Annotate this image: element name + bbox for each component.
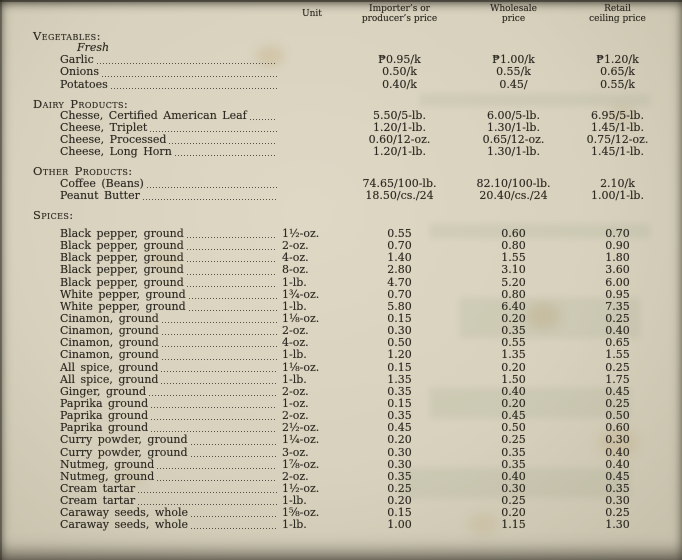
wholesale-price-cell: 0.80 [501, 287, 526, 301]
row-label: All spice, ground [60, 372, 159, 386]
table-row [33, 190, 676, 202]
row-label-cell [33, 459, 282, 471]
wholesale-price-cell: 0.30 [501, 481, 526, 495]
row-label-cell [33, 374, 282, 386]
dotted-leader [138, 504, 277, 505]
dotted-leader [187, 274, 277, 275]
row-label: Cinamon, ground [60, 311, 159, 325]
importer-price-cell: 2.80 [387, 263, 412, 277]
dotted-leader [250, 119, 277, 120]
unit-cell: 1-oz. [282, 396, 309, 410]
wholesale-price-cell: 20.40/cs./24 [479, 188, 548, 202]
wholesale-price-cell: 1.30/1-lb. [487, 145, 540, 159]
importer-price-cell: 1.00 [387, 518, 412, 532]
wholesale-price-cell: 0.25 [501, 494, 526, 508]
retail-price-cell: 0.65/k [600, 65, 635, 79]
importer-price-cell: 1.20 [387, 348, 412, 362]
dotted-leader [102, 76, 277, 77]
wholesale-price-cell: 0.35 [501, 324, 526, 338]
wholesale-price-cell: 0.20 [501, 360, 526, 374]
wholesale-price-cell: 0.40 [501, 469, 526, 483]
retail-price-cell: 0.75/12-oz. [586, 133, 649, 147]
wholesale-price-cell: 6.40 [501, 299, 526, 313]
unit-cell: 2½-oz. [282, 421, 320, 435]
unit-cell: 1⅛-oz. [282, 311, 320, 325]
dotted-leader [150, 131, 277, 132]
wholesale-price-cell: 0.20 [501, 506, 526, 520]
dotted-leader [191, 516, 277, 517]
dotted-leader [111, 88, 277, 89]
unit-cell [282, 134, 342, 146]
row-label-cell [33, 362, 282, 374]
unit-cell [282, 66, 342, 78]
importer-price-cell: 0.50/k [382, 65, 417, 79]
dotted-leader [189, 310, 277, 311]
dotted-leader [97, 63, 277, 64]
importer-price-cell: 0.15 [387, 396, 412, 410]
unit-cell: 1½-oz. [282, 481, 320, 495]
dotted-leader [162, 346, 277, 347]
dotted-leader [151, 419, 277, 420]
row-label-cell [33, 277, 282, 289]
table-row [33, 349, 676, 361]
unit-cell: 1¼-oz. [282, 433, 320, 447]
row-label-cell [33, 79, 282, 91]
retail-price-cell: 6.95/5-lb. [591, 108, 644, 122]
row-label: Fresh [77, 41, 110, 55]
wholesale-price-cell: 0.20 [501, 396, 526, 410]
unit-cell [282, 178, 342, 190]
row-label: Caraway seeds, whole [60, 506, 188, 520]
wholesale-price-cell: 0.55/k [496, 65, 531, 79]
table-row [33, 66, 676, 78]
row-label: Paprika ground [60, 409, 149, 423]
row-label-cell [33, 434, 282, 446]
price-table [33, 4, 676, 531]
header-spacer [33, 4, 282, 24]
retail-price-cell: 2.10/k [600, 176, 635, 190]
header-line: Importer’s or [369, 4, 430, 14]
row-label: All spice, ground [60, 360, 159, 374]
importer-price-cell: 0.70 [387, 287, 412, 301]
column-header-wholesale-price [457, 4, 570, 24]
wholesale-price-cell: 0.25 [501, 433, 526, 447]
row-label: Black pepper, ground [60, 226, 184, 240]
dotted-leader [175, 155, 277, 156]
table-row [33, 519, 676, 531]
importer-price-cell: 0.30 [387, 457, 412, 471]
retail-price-cell: 0.90 [605, 239, 630, 253]
importer-price-cell: ₱0.95/k [378, 53, 421, 67]
retail-price-cell: 1.00/1-lb. [591, 188, 644, 202]
importer-price-cell: 0.20 [387, 433, 412, 447]
unit-cell: 1⅛-oz. [282, 360, 320, 374]
dotted-leader [161, 383, 277, 384]
dotted-leader [187, 249, 277, 250]
unit-cell: 1-lb. [282, 372, 307, 386]
importer-price-cell: 0.35 [387, 469, 412, 483]
importer-price-cell: 0.35 [387, 384, 412, 398]
unit-cell: 1½-oz. [282, 226, 320, 240]
row-label: White pepper, ground [60, 299, 186, 313]
unit-cell: 1¾-oz. [282, 287, 320, 301]
unit-cell [282, 122, 342, 134]
row-label: Paprika ground [60, 421, 149, 435]
dotted-leader [151, 431, 277, 432]
wholesale-price-cell: 0.35 [501, 457, 526, 471]
row-label: Cream tartar [60, 494, 136, 508]
retail-price-cell: 0.65 [605, 336, 630, 350]
wholesale-price-cell: 5.20 [501, 275, 526, 289]
importer-price-cell: 1.40 [387, 251, 412, 265]
wholesale-price-cell: 0.35 [501, 445, 526, 459]
row-label: Black pepper, ground [60, 251, 184, 265]
importer-price-cell: 0.70 [387, 239, 412, 253]
row-label: Dairy Products: [33, 96, 129, 111]
row-label: White pepper, ground [60, 287, 186, 301]
table-row [33, 146, 676, 158]
wholesale-price-cell: 6.00/5-lb. [487, 108, 540, 122]
unit-cell: 1⅝-oz. [282, 506, 320, 520]
dotted-leader [138, 492, 277, 493]
header-line: Wholesale [490, 4, 537, 14]
retail-price-cell: 0.40 [605, 445, 630, 459]
wholesale-price-cell: 0.65/12-oz. [482, 133, 545, 147]
row-label: Cinamon, ground [60, 336, 159, 350]
table-row [33, 374, 676, 386]
row-label: Vegetables: [33, 29, 101, 43]
row-label: Cheese, Processed [60, 133, 167, 147]
wholesale-price-cell: 0.80 [501, 239, 526, 253]
wholesale-price-cell: 82.10/100-lb. [476, 176, 551, 190]
row-label: Nutmeg, ground [60, 469, 155, 483]
row-label: Cream tartar [60, 481, 136, 495]
retail-price-cell: 0.25 [605, 396, 630, 410]
importer-price-cell: 0.15 [387, 506, 412, 520]
retail-price-cell: 0.70 [605, 226, 630, 240]
retail-price-cell: 0.55/k [600, 77, 635, 91]
dotted-leader [149, 395, 277, 396]
unit-cell: 1-lb. [282, 494, 307, 508]
table-row [33, 54, 676, 66]
row-label: Paprika ground [60, 396, 149, 410]
retail-price-cell: 3.60 [605, 263, 630, 277]
section-heading-row [33, 30, 676, 42]
row-label: Black pepper, ground [60, 239, 184, 253]
row-label: Chesse, Certified American Leaf [60, 108, 247, 122]
wholesale-price-cell: 0.50 [501, 421, 526, 435]
row-label-cell [33, 178, 282, 190]
column-header-importer-price [342, 4, 457, 24]
header-line: ceiling price [589, 14, 646, 24]
wholesale-price-cell: 3.10 [501, 263, 526, 277]
retail-price-cell: 0.25 [605, 506, 630, 520]
column-header-unit: Unit [302, 9, 322, 19]
dotted-leader [191, 528, 277, 529]
row-label-cell [33, 30, 282, 42]
retail-price-cell: 1.30 [605, 518, 630, 532]
table-row [33, 178, 676, 190]
unit-cell: 2-oz. [282, 409, 309, 423]
unit-cell: 2-oz. [282, 239, 309, 253]
row-label: Coffee (Beans) [60, 176, 144, 190]
unit-cell: 2-oz. [282, 384, 309, 398]
row-label-cell [33, 519, 282, 531]
header-line: price [501, 14, 526, 24]
header-line: Retail [604, 4, 631, 14]
row-label-cell [33, 289, 282, 301]
importer-price-cell: 0.60/12-oz. [368, 133, 431, 147]
dotted-leader [151, 407, 277, 408]
wholesale-price-cell: 1.30/1-lb. [487, 120, 540, 134]
table-row [33, 434, 676, 446]
importer-price-cell: 4.70 [387, 275, 412, 289]
row-label: Potatoes [60, 77, 108, 91]
unit-cell: 1-lb. [282, 299, 307, 313]
wholesale-price-cell: 0.55 [501, 336, 526, 350]
dotted-leader [191, 456, 277, 457]
importer-price-cell: 0.55 [387, 226, 412, 240]
wholesale-price-cell: 0.40 [501, 384, 526, 398]
retail-price-cell: 1.45/1-lb. [591, 145, 644, 159]
row-label-cell [33, 190, 282, 202]
unit-cell: 1-lb. [282, 275, 307, 289]
dotted-leader [143, 199, 277, 200]
retail-price-cell: 0.40 [605, 457, 630, 471]
row-label-cell [33, 264, 282, 276]
table-row [33, 289, 676, 301]
importer-price-cell: 18.50/cs./24 [365, 188, 434, 202]
dotted-leader [162, 322, 277, 323]
row-label: Cheese, Triplet [60, 120, 148, 134]
importer-price-cell: 0.25 [387, 481, 412, 495]
row-label: Cinamon, ground [60, 324, 159, 338]
dotted-leader [191, 444, 277, 445]
retail-price-cell: 0.45 [605, 384, 630, 398]
row-label: Nutmeg, ground [60, 457, 155, 471]
retail-price-cell: 0.45 [605, 469, 630, 483]
unit-cell [282, 79, 342, 91]
table-row [33, 79, 676, 91]
unit-cell: 4-oz. [282, 336, 309, 350]
row-label-cell [33, 349, 282, 361]
retail-price-cell: 6.00 [605, 275, 630, 289]
importer-price-cell: 1.35 [387, 372, 412, 386]
row-label-cell [33, 209, 282, 221]
row-label-cell [33, 165, 282, 177]
row-label: Cheese, Long Horn [60, 145, 172, 159]
importer-price-cell: 0.45 [387, 421, 412, 435]
retail-price-cell: 0.95 [605, 287, 630, 301]
wholesale-price-cell: 0.60 [501, 226, 526, 240]
retail-price-cell: 0.35 [605, 481, 630, 495]
unit-cell: 2-oz. [282, 469, 309, 483]
row-label: Black pepper, ground [60, 275, 184, 289]
dotted-leader [189, 298, 277, 299]
wholesale-price-cell: ₱1.00/k [492, 53, 535, 67]
unit-cell [282, 110, 342, 122]
table-row [33, 459, 676, 471]
wholesale-price-cell: 0.45 [501, 409, 526, 423]
row-label: Other Products: [33, 164, 133, 179]
table-row [33, 277, 676, 289]
importer-price-cell: 74.65/100-lb. [362, 176, 437, 190]
wholesale-price-cell: 1.55 [501, 251, 526, 265]
importer-price-cell: 1.20/1-lb. [373, 145, 426, 159]
section-heading-row [33, 165, 676, 177]
retail-price-cell: 0.30 [605, 494, 630, 508]
retail-price-cell: ₱1.20/k [596, 53, 639, 67]
retail-price-cell: 1.45/1-lb. [591, 120, 644, 134]
dotted-leader [169, 143, 277, 144]
table-row [33, 362, 676, 374]
dotted-leader [162, 359, 277, 360]
retail-price-cell: 7.35 [605, 299, 630, 313]
unit-cell [282, 146, 342, 158]
column-header-retail-ceiling-price [570, 4, 665, 24]
unit-cell: 3-oz. [282, 445, 309, 459]
wholesale-price-cell: 0.20 [501, 311, 526, 325]
row-label: Garlic [60, 53, 94, 67]
row-label: Caraway seeds, whole [60, 518, 188, 532]
row-label: Curry powder, ground [60, 445, 188, 459]
importer-price-cell: 0.40/k [382, 77, 417, 91]
wholesale-price-cell: 1.50 [501, 372, 526, 386]
row-label: Spices: [33, 207, 74, 222]
row-label: Cinamon, ground [60, 348, 159, 362]
table-row [33, 447, 676, 459]
row-label: Onions [60, 65, 99, 79]
retail-price-cell: 0.40 [605, 324, 630, 338]
retail-price-cell: 0.25 [605, 360, 630, 374]
row-label-cell [33, 447, 282, 459]
row-label: Peanut Butter [60, 188, 140, 202]
dotted-leader [162, 334, 277, 335]
retail-price-cell: 0.50 [605, 409, 630, 423]
unit-cell: 1-lb. [282, 518, 307, 532]
importer-price-cell: 0.30 [387, 445, 412, 459]
wholesale-price-cell: 1.35 [501, 348, 526, 362]
unit-cell [282, 54, 342, 66]
importer-price-cell: 0.50 [387, 336, 412, 350]
dotted-leader [157, 480, 277, 481]
section-heading-row [33, 209, 676, 221]
retail-price-cell: 0.60 [605, 421, 630, 435]
row-label: Curry powder, ground [60, 433, 188, 447]
unit-cell: 2-oz. [282, 324, 309, 338]
retail-price-cell: 1.55 [605, 348, 630, 362]
row-label-cell [33, 146, 282, 158]
retail-price-cell: 1.75 [605, 372, 630, 386]
row-label: Black pepper, ground [60, 263, 184, 277]
importer-price-cell: 5.80 [387, 299, 412, 313]
wholesale-price-cell: 0.45/ [499, 77, 528, 91]
table-row [33, 264, 676, 276]
unit-cell: 4-oz. [282, 251, 309, 265]
retail-price-cell: 1.80 [605, 251, 630, 265]
dotted-leader [187, 237, 277, 238]
dotted-leader [187, 286, 277, 287]
importer-price-cell: 0.15 [387, 311, 412, 325]
importer-price-cell: 0.35 [387, 409, 412, 423]
importer-price-cell: 0.20 [387, 494, 412, 508]
unit-cell [282, 190, 342, 202]
importer-price-cell: 0.15 [387, 360, 412, 374]
table-header [33, 4, 676, 24]
unit-cell: 8-oz. [282, 263, 309, 277]
unit-cell: 1-lb. [282, 348, 307, 362]
retail-price-cell: 0.30 [605, 433, 630, 447]
wholesale-price-cell: 1.15 [501, 518, 526, 532]
table-body [33, 30, 676, 531]
dotted-leader [147, 187, 277, 188]
unit-cell: 1⅞-oz. [282, 457, 320, 471]
dotted-leader [187, 261, 277, 262]
dotted-leader [157, 468, 277, 469]
retail-price-cell: 0.25 [605, 311, 630, 325]
subsection-heading-row [33, 42, 676, 54]
header-line: producer’s price [361, 14, 438, 24]
row-label: Ginger, ground [60, 384, 147, 398]
importer-price-cell: 5.50/5-lb. [373, 108, 426, 122]
importer-price-cell: 0.30 [387, 324, 412, 338]
importer-price-cell: 1.20/1-lb. [373, 120, 426, 134]
dotted-leader [161, 371, 277, 372]
row-label-cell [33, 66, 282, 78]
